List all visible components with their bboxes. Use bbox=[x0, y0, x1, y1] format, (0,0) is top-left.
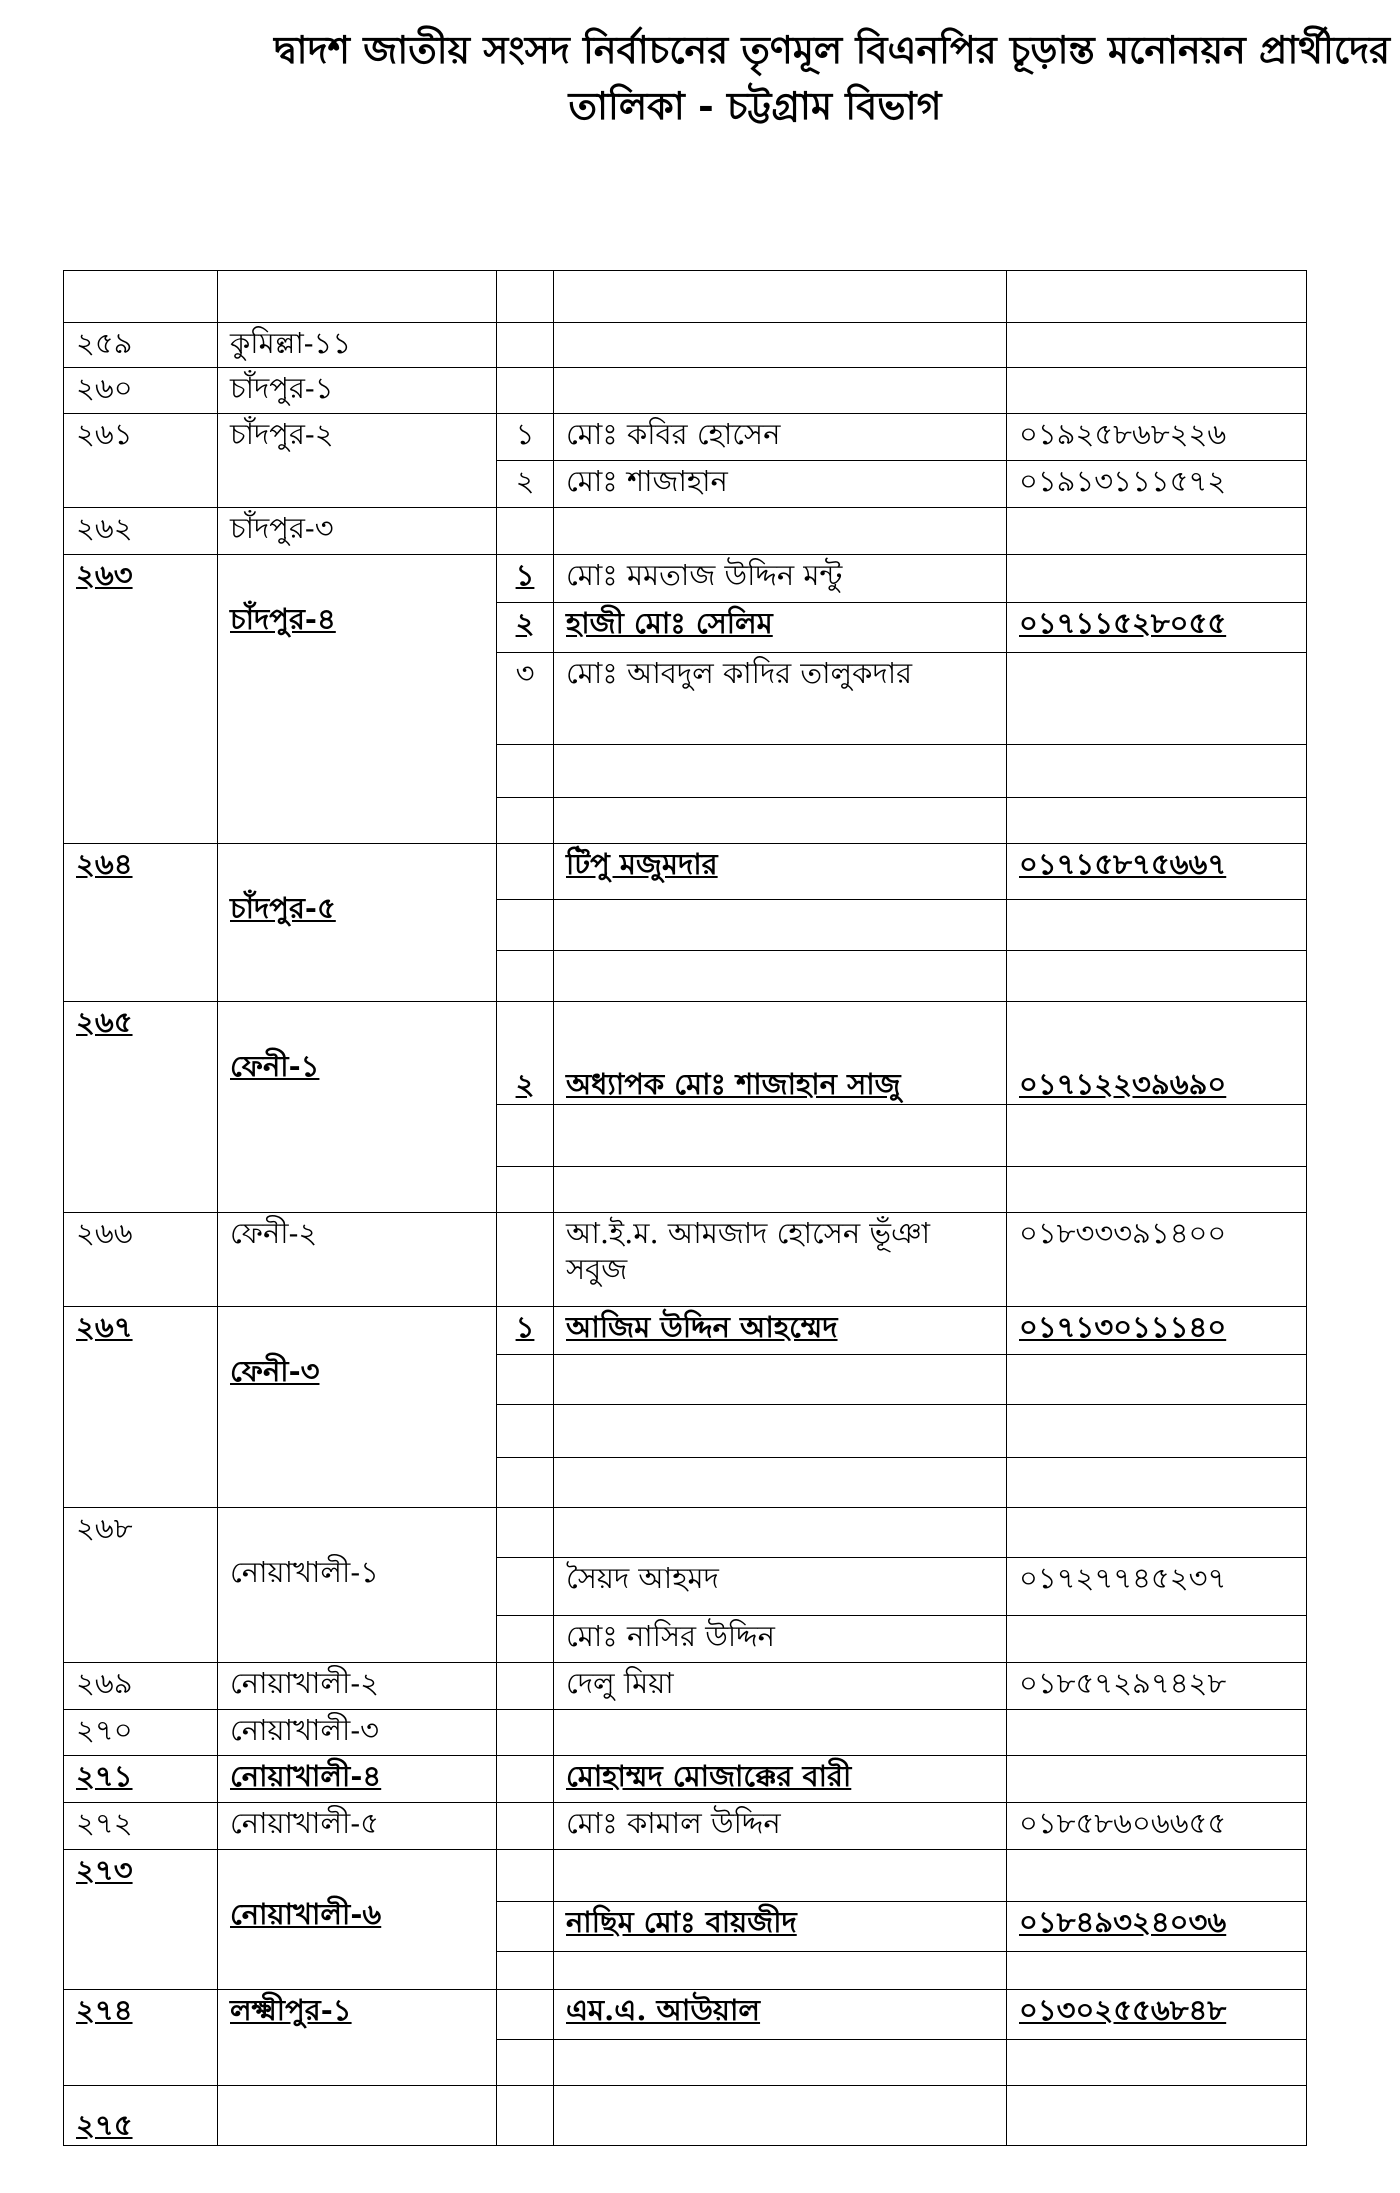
candidate-phone: ০১৩০২৫৫৬৮৪৮ bbox=[1007, 1990, 1307, 2040]
candidate-serial: ১ bbox=[497, 555, 554, 603]
seat-number: ২৬২ bbox=[64, 508, 218, 555]
table-row bbox=[64, 1307, 1307, 1355]
candidate-serial: ২ bbox=[497, 461, 554, 508]
table-row bbox=[64, 1002, 1307, 1105]
seat-number: ২৬৬ bbox=[64, 1213, 218, 1307]
constituency: লক্ষ্মীপুর-১ bbox=[218, 1990, 497, 2086]
table-header-row bbox=[64, 271, 1307, 323]
candidate-name: আজিম উদ্দিন আহম্মেদ bbox=[554, 1307, 1007, 1355]
constituency: চাঁদপুর-৪ bbox=[218, 555, 497, 844]
constituency: নোয়াখালী-৪ bbox=[218, 1756, 497, 1803]
candidate-name: মোঃ কবির হোসেন bbox=[554, 414, 1007, 461]
seat-number: ২৭১ bbox=[64, 1756, 218, 1803]
table-row bbox=[64, 1508, 1307, 1558]
candidate-phone: ০১৭১২২৩৯৬৯০ bbox=[1007, 1002, 1307, 1105]
constituency: কুমিল্লা-১১ bbox=[218, 323, 497, 368]
candidate-phone: ০১৭২৭৭৪৫২৩৭ bbox=[1007, 1558, 1307, 1616]
candidate-phone: ০১৯২৫৮৬৮২২৬ bbox=[1007, 414, 1307, 461]
candidate-phone: ০১৮৫৭২৯৭৪২৮ bbox=[1007, 1663, 1307, 1710]
seat-number: ২৬১ bbox=[64, 414, 218, 508]
table-row bbox=[64, 555, 1307, 603]
candidate-serial: ১ bbox=[497, 1307, 554, 1355]
constituency: নোয়াখালী-২ bbox=[218, 1663, 497, 1710]
seat-number: ২৭৪ bbox=[64, 1990, 218, 2086]
table-row bbox=[64, 1756, 1307, 1803]
candidate-phone: ০১৮৩৩৩৯১৪০০ bbox=[1007, 1213, 1307, 1307]
seat-number: ২৭৩ bbox=[64, 1850, 218, 1990]
seat-number: ২৬৮ bbox=[64, 1508, 218, 1663]
constituency: চাঁদপুর-৫ bbox=[218, 844, 497, 1002]
candidate-phone: ০১৯১৩১১১৫৭২ bbox=[1007, 461, 1307, 508]
table-row bbox=[64, 2086, 1307, 2146]
table-row bbox=[64, 323, 1307, 368]
seat-number: ২৬৩ bbox=[64, 555, 218, 844]
title-line-1: দ্বাদশ জাতীয় সংসদ নির্বাচনের তৃণমূল বিএনপির চূড়ান্ত মনোনয়ন প্রার্থীদের bbox=[273, 27, 1390, 72]
table-row bbox=[64, 1990, 1307, 2040]
constituency: নোয়াখালী-১ bbox=[218, 1508, 497, 1663]
candidate-name: মোঃ আবদুল কাদির তালুকদার bbox=[554, 653, 1007, 745]
table-row bbox=[64, 1213, 1307, 1307]
candidate-serial: ৩ bbox=[497, 653, 554, 745]
constituency: ফেনী-৩ bbox=[218, 1307, 497, 1508]
constituency: ফেনী-২ bbox=[218, 1213, 497, 1307]
table-row bbox=[64, 1710, 1307, 1756]
seat-number: ২৬৫ bbox=[64, 1002, 218, 1213]
table-row bbox=[64, 368, 1307, 414]
seat-number: ২৫৯ bbox=[64, 323, 218, 368]
constituency: নোয়াখালী-৫ bbox=[218, 1803, 497, 1850]
candidate-name: অধ্যাপক মোঃ শাজাহান সাজু bbox=[554, 1002, 1007, 1105]
seat-number: ২৭২ bbox=[64, 1803, 218, 1850]
table-row bbox=[64, 1663, 1307, 1710]
candidate-phone: ০১৮৫৮৬০৬৬৫৫ bbox=[1007, 1803, 1307, 1850]
seat-number: ২৭৫ bbox=[64, 2086, 218, 2146]
constituency: নোয়াখালী-৬ bbox=[218, 1850, 497, 1990]
constituency: নোয়াখালী-৩ bbox=[218, 1710, 497, 1756]
document-title bbox=[120, 22, 1390, 134]
seat-number: ২৬০ bbox=[64, 368, 218, 414]
table-row bbox=[64, 508, 1307, 555]
candidate-serial: ২ bbox=[497, 1002, 554, 1105]
table-row bbox=[64, 844, 1307, 900]
candidate-phone: ০১৮৪৯৩২৪০৩৬ bbox=[1007, 1902, 1307, 1952]
candidate-name: দেলু মিয়া bbox=[554, 1663, 1007, 1710]
candidate-name: হাজী মোঃ সেলিম bbox=[554, 603, 1007, 653]
candidate-phone: ০১৭১১৫২৮০৫৫ bbox=[1007, 603, 1307, 653]
candidate-name: মোঃ নাসির উদ্দিন bbox=[554, 1616, 1007, 1663]
seat-number: ২৬৯ bbox=[64, 1663, 218, 1710]
constituency: চাঁদপুর-২ bbox=[218, 414, 497, 508]
candidate-serial: ২ bbox=[497, 603, 554, 653]
seat-number: ২৬৭ bbox=[64, 1307, 218, 1508]
constituency: চাঁদপুর-১ bbox=[218, 368, 497, 414]
candidate-name: সৈয়দ আহমদ bbox=[554, 1558, 1007, 1616]
candidate-name: মোহাম্মদ মোজাক্কের বারী bbox=[554, 1756, 1007, 1803]
table-row bbox=[64, 1803, 1307, 1850]
candidate-serial: ১ bbox=[497, 414, 554, 461]
candidate-phone: ০১৭১৩০১১১৪০ bbox=[1007, 1307, 1307, 1355]
candidate-name: টিপু মজুমদার bbox=[554, 844, 1007, 900]
table-row bbox=[64, 414, 1307, 461]
title-line-2: তালিকা - চট্টগ্রাম বিভাগ bbox=[568, 83, 942, 128]
candidate-phone: ০১৭১৫৮৭৫৬৬৭ bbox=[1007, 844, 1307, 900]
candidate-name: মোঃ মমতাজ উদ্দিন মন্টু bbox=[554, 555, 1007, 603]
seat-number: ২৭০ bbox=[64, 1710, 218, 1756]
candidate-name: এম.এ. আউয়াল bbox=[554, 1990, 1007, 2040]
candidate-name: মোঃ কামাল উদ্দিন bbox=[554, 1803, 1007, 1850]
seat-number: ২৬৪ bbox=[64, 844, 218, 1002]
candidate-name: নাছিম মোঃ বায়জীদ bbox=[554, 1902, 1007, 1952]
candidate-name: আ.ই.ম. আমজাদ হোসেন ভূঁঞা সবুজ bbox=[554, 1213, 1007, 1307]
constituency: ফেনী-১ bbox=[218, 1002, 497, 1213]
constituency: চাঁদপুর-৩ bbox=[218, 508, 497, 555]
table-row bbox=[64, 1850, 1307, 1902]
candidate-table bbox=[63, 270, 1307, 2146]
candidate-name: মোঃ শাজাহান bbox=[554, 461, 1007, 508]
